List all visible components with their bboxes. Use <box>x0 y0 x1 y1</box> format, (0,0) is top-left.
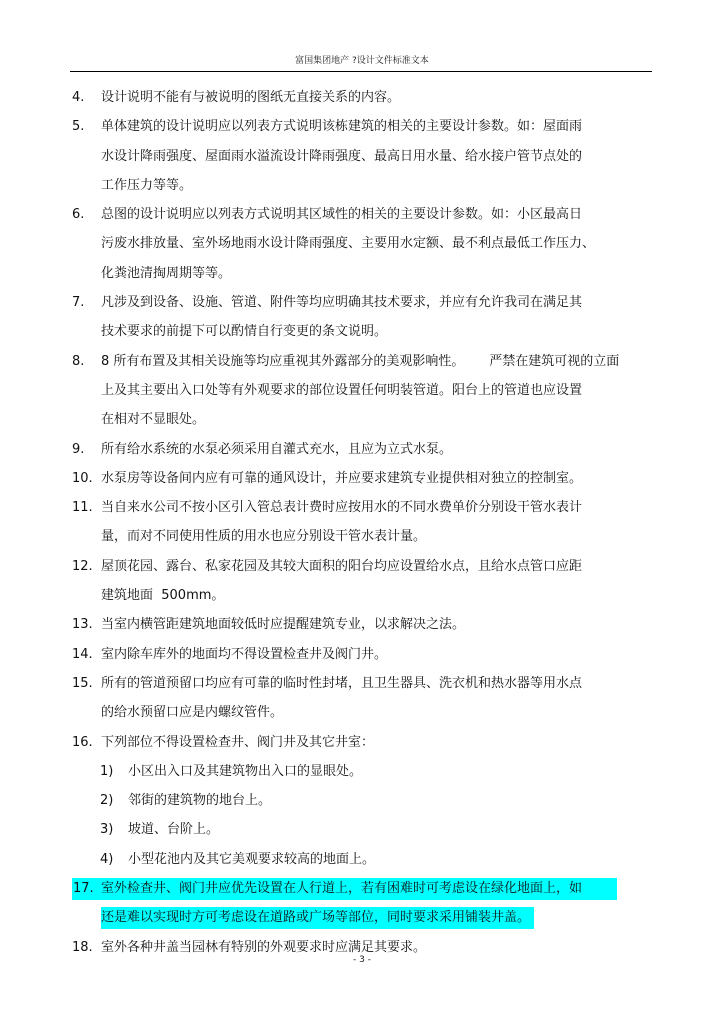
highlighted-text: 还是难以实现时方可考虑设在道路或广场等部位，同时要求采用铺装井盖。 <box>101 907 534 929</box>
item-number: 12. <box>72 558 93 574</box>
item-text: 单体建筑的设计说明应以列表方式说明该栋建筑的相关的主要设计参数。如：屋面雨 <box>101 119 583 135</box>
list-item-16 <box>0 728 724 757</box>
item-number: 6. <box>72 207 85 223</box>
sub-item-number: 2) <box>100 793 114 809</box>
sub-item-4 <box>0 845 724 874</box>
list-item-7 <box>0 288 724 347</box>
item-text: 技术要求的前提下可以酌情自行变更的条文说明。 <box>101 324 388 340</box>
item-text: 的给水预留口应是内螺纹管件。 <box>101 705 284 721</box>
item-text: 总图的设计说明应以列表方式说明其区域性的相关的主要设计参数。如：小区最高日 <box>101 207 583 223</box>
item-text: 水设计降雨强度、屋面雨水溢流设计降雨强度、最高日用水量、给水接户管节点处的 <box>101 148 583 164</box>
item-number: 16. <box>72 734 93 750</box>
item-list <box>0 83 724 962</box>
item-text: 建筑地面 500mm。 <box>101 588 225 604</box>
list-item-17-highlighted <box>0 874 724 933</box>
sub-item-1 <box>0 757 724 786</box>
item-text: 上及其主要出入口处等有外观要求的部位设置任何明装管道。阳台上的管道也应设置 <box>101 382 583 398</box>
item-text: 室外各种井盖当园林有特别的外观要求时应满足其要求。 <box>101 939 427 955</box>
item-number: 11. <box>72 500 93 516</box>
list-item-11 <box>0 493 724 552</box>
item-text: 设计说明不能有与被说明的图纸无直接关系的内容。 <box>101 90 401 105</box>
list-item-15 <box>0 669 724 728</box>
item-text: 屋顶花园、露台、私家花园及其较大面积的阳台均应设置给水点，且给水点管口应距 <box>101 558 583 574</box>
item-text: 水泵房等设备间内应有可靠的通风设计，并应要求建筑专业提供相对独立的控制室。 <box>101 470 583 486</box>
page-header: 富国集团地产 ?设计文件标准文本 <box>295 56 429 66</box>
item-number: 13. <box>72 617 93 633</box>
list-item-10 <box>0 464 724 493</box>
item-text: 当室内横管距建筑地面较低时应提醒建筑专业，以求解决之法。 <box>101 617 466 633</box>
item-text: 室内除车库外的地面均不得设置检查井及阀门井。 <box>101 646 388 662</box>
item-text: 8 所有布置及其相关设施等均应重视其外露部分的美观影响性。 严禁在建筑可视的立面 <box>101 353 620 369</box>
list-item-8 <box>0 347 724 435</box>
item-number: 10. <box>72 470 93 486</box>
item-number: 4. <box>72 90 85 105</box>
sub-item-text: 邻街的建筑物的地台上。 <box>128 793 272 809</box>
sub-item-3 <box>0 815 724 844</box>
sub-item-2 <box>0 786 724 815</box>
highlighted-text: 室外检查井、阀门井应优先设置在人行道上，若有困难时可考虑设在绿化地面上，如 <box>101 878 617 900</box>
sub-item-number: 1) <box>100 763 114 779</box>
item-number: 5. <box>72 119 85 135</box>
list-item-9 <box>0 435 724 464</box>
list-item-5 <box>0 112 724 200</box>
page-number: - 3 - <box>353 955 371 965</box>
item-text: 污废水排放量、室外场地雨水设计降雨强度、主要用水定额、最不利点最低工作压力、 <box>101 236 596 252</box>
list-item-4 <box>0 83 724 112</box>
item-text: 量，而对不同使用性质的用水也应分别设干管水表计量。 <box>101 529 427 545</box>
item-text: 化粪池清掏周期等等。 <box>101 265 232 281</box>
item-number: 9. <box>72 441 85 457</box>
item-text: 下列部位不得设置检查井、阀门井及其它井室： <box>101 734 375 750</box>
item-number: 8. <box>72 353 85 369</box>
item-number: 18. <box>72 939 93 955</box>
item-text: 所有的管道预留口均应有可靠的临时性封堵，且卫生器具、洗衣机和热水器等用水点 <box>101 675 583 691</box>
header-rule <box>70 71 652 72</box>
item-text: 所有给水系统的水泵必须采用自灌式充水，且应为立式水泵。 <box>101 441 453 457</box>
list-item-13 <box>0 610 724 639</box>
item-number: 14. <box>72 646 93 662</box>
sub-item-number: 4) <box>100 851 114 867</box>
item-number: 15. <box>72 675 93 691</box>
sub-item-text: 坡道、台阶上。 <box>128 822 220 838</box>
list-item-6 <box>0 200 724 288</box>
item-text: 当自来水公司不按小区引入管总表计费时应按用水的不同水费单价分别设干管水表计 <box>101 500 583 516</box>
sub-item-text: 小区出入口及其建筑物出入口的显眼处。 <box>128 763 363 779</box>
list-item-14 <box>0 640 724 669</box>
item-text: 在相对不显眼处。 <box>101 412 206 428</box>
item-number: 17. <box>72 878 101 900</box>
item-text: 凡涉及到设备、设施、管道、附件等均应明确其技术要求，并应有允许我司在满足其 <box>101 295 583 311</box>
item-number: 7. <box>72 295 85 311</box>
sub-item-text: 小型花池内及其它美观要求较高的地面上。 <box>128 851 376 867</box>
sub-item-number: 3) <box>100 822 114 838</box>
item-text: 工作压力等等。 <box>101 177 193 193</box>
list-item-12 <box>0 552 724 611</box>
